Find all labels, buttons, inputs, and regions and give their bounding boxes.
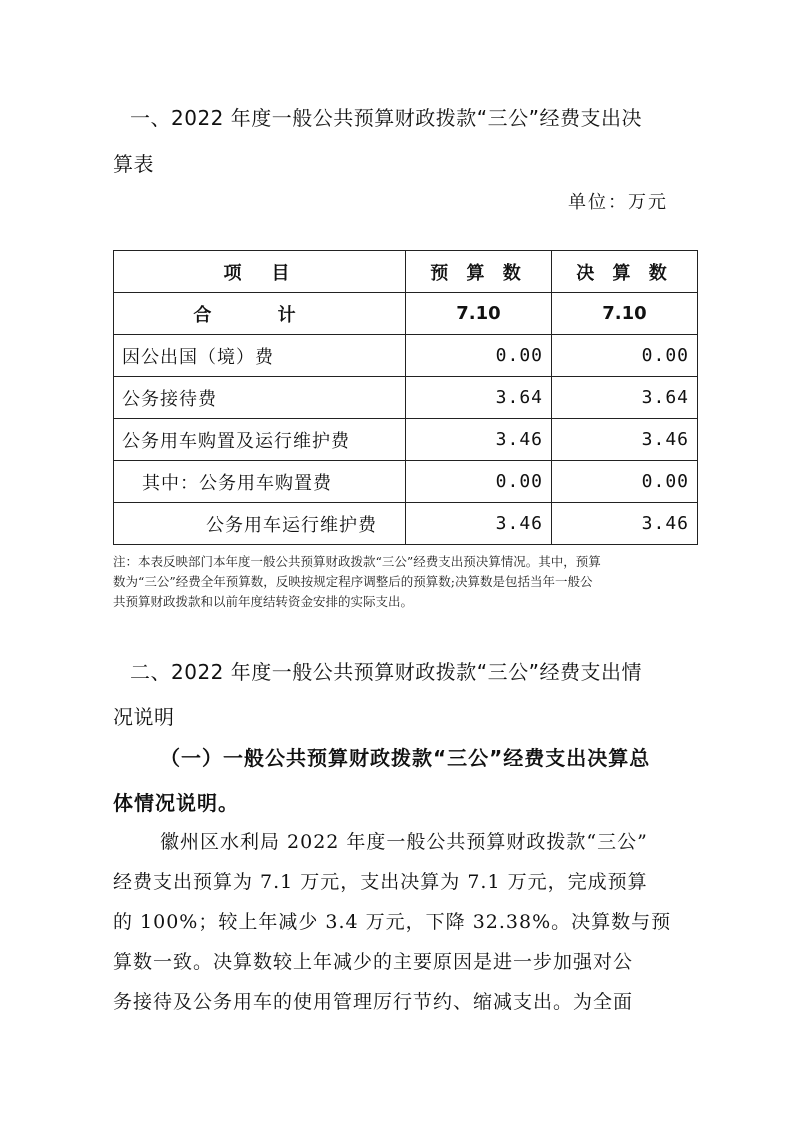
note-line1: 注：本表反映部门本年度一般公共预算财政拨款“三公”经费支出预决算情况。其中，预算 [113,554,601,569]
row-budget: 3.64 [406,377,552,419]
section2-title-line1: 二、2022 年度一般公共预算财政拨款“三公”经费支出情 [130,660,642,684]
row-budget: 0.00 [406,461,552,503]
row-item: 其中：公务用车购置费 [114,461,406,503]
table-total-row [114,293,698,335]
paragraph-line5: 务接待及公务用车的使用管理厉行节约、缩减支出。为全面 [113,991,634,1013]
table-row [114,461,698,503]
table-note [113,552,697,612]
total-budget: 7.10 [406,293,552,335]
table-header-row [114,251,698,293]
expense-table [113,250,698,545]
row-item: 公务用车购置及运行维护费 [114,419,406,461]
table-row [114,335,698,377]
row-actual: 3.64 [552,377,698,419]
row-budget: 3.46 [406,419,552,461]
paragraph-line2: 经费支出预算为 7.1 万元，支出决算为 7.1 万元，完成预算 [113,871,648,893]
header-actual: 决 算 数 [552,251,698,293]
table-row [114,377,698,419]
note-line3: 共预算财政拨款和以前年度结转资金安排的实际支出。 [113,594,414,609]
note-line2: 数为“三公”经费全年预算数，反映按规定程序调整后的预算数;决算数是包括当年一般公 [113,574,593,589]
section1-title-line1: 一、2022 年度一般公共预算财政拨款“三公”经费支出决 [130,106,642,130]
table-row [114,503,698,545]
row-budget: 0.00 [406,335,552,377]
paragraph-line4: 算数一致。决算数较上年减少的主要原因是进一步加强对公 [113,951,634,973]
header-budget: 预 算 数 [406,251,552,293]
row-item: 公务接待费 [114,377,406,419]
row-budget: 3.46 [406,503,552,545]
table-row [114,419,698,461]
section2-title-line2: 况说明 [113,705,175,729]
total-label: 合 计 [114,293,406,335]
unit-label: 单位：万元 [568,192,668,213]
row-item: 公务用车运行维护费 [114,503,406,545]
header-item: 项 目 [114,251,406,293]
subsection1-title-line2: 体情况说明。 [113,791,239,815]
total-actual: 7.10 [552,293,698,335]
row-actual: 0.00 [552,461,698,503]
section1-title-line2: 算表 [113,152,154,176]
row-item: 因公出国（境）费 [114,335,406,377]
paragraph-line3: 的 100%；较上年减少 3.4 万元，下降 32.38%。决算数与预 [113,911,672,933]
row-actual: 3.46 [552,419,698,461]
row-actual: 0.00 [552,335,698,377]
paragraph-line1: 徽州区水利局 2022 年度一般公共预算财政拨款“三公” [160,831,648,853]
subsection1-title-line1: （一）一般公共预算财政拨款“三公”经费支出决算总 [160,746,651,770]
row-actual: 3.46 [552,503,698,545]
